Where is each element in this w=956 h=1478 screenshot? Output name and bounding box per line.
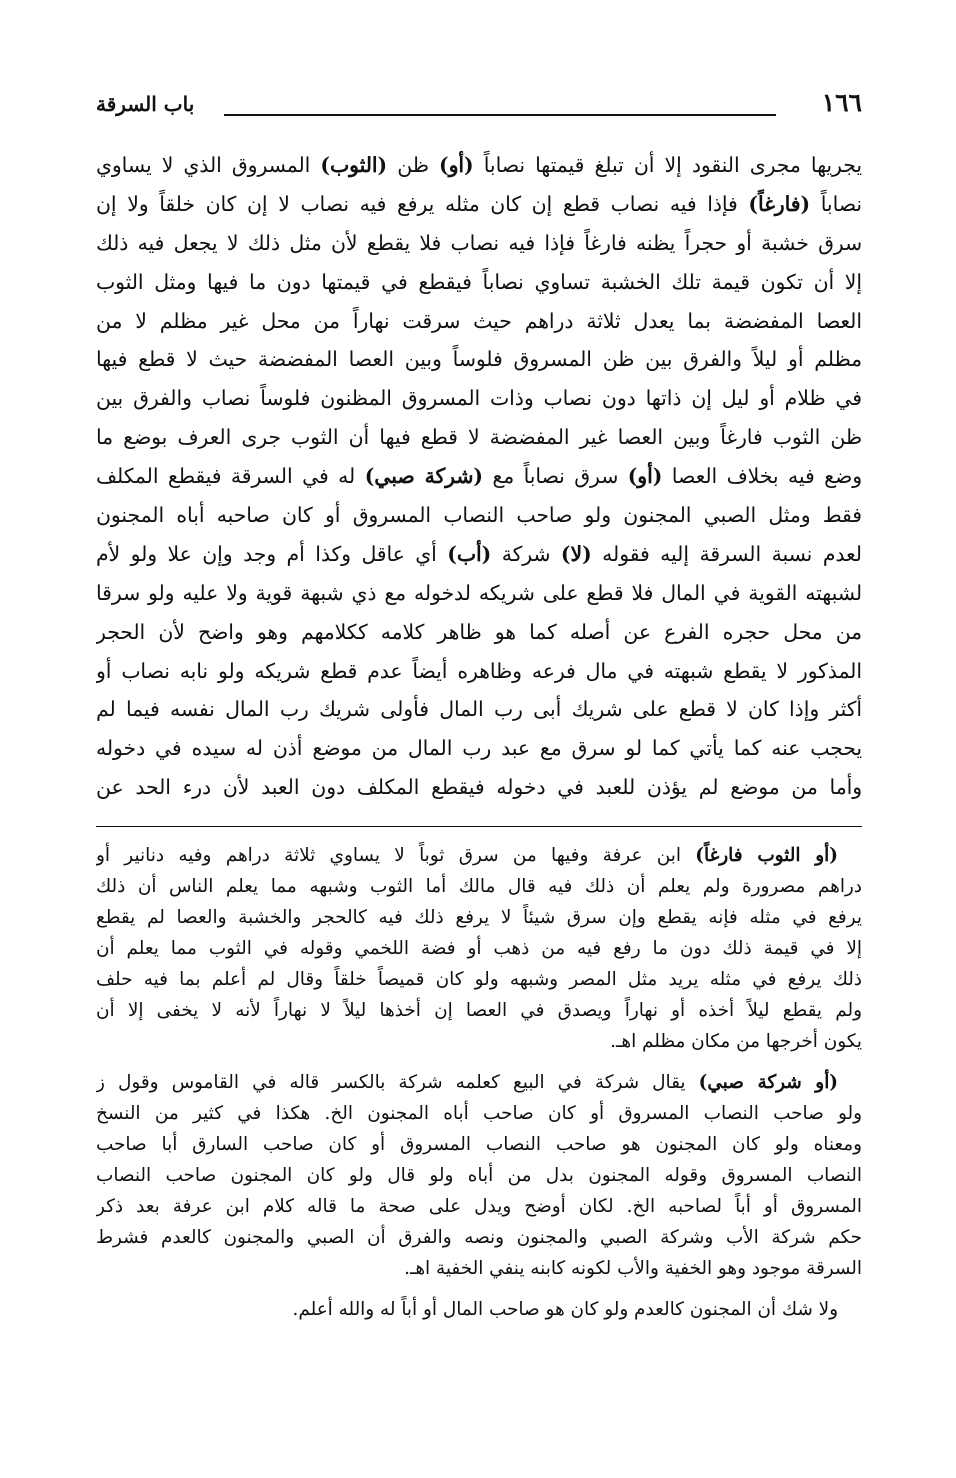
commentary-notes (96, 840, 862, 1325)
footnote-divider (96, 826, 862, 827)
note-text: يقال شركة في البيع كعلمه شركة بالكسر قاله في القاموس وقول ز (96, 1072, 699, 1093)
main-text-line: وأما من موضع لم يؤذن للعبد في دخوله فيقطع المكلف دون العبد لأن درء الحد عن (96, 775, 862, 800)
note-line (96, 840, 862, 871)
note-line: يرفع في مثله فإنه يقطع وإن سرق شيئاً لا يرفع ذلك فيه كالحجر والخشبة والعصا لم يقطع (96, 907, 862, 928)
main-text-line: يحجب عنه كما يأتي كما لو سرق مع عبد رب المال من موضع أذن له سيده في دخوله (96, 736, 862, 761)
note-line: ومعناه ولو كان المجنون هو صاحب النصاب المسروق أو كان صاحب السارق أبا صاحب (96, 1134, 862, 1155)
main-text-line: من محل حجره الفرع عن أصله كما هو ظاهر كلامه ككلامهم وهو واضح لأن الحجر (96, 619, 862, 644)
note-line: ولو صاحب النصاب المسروق أو كان صاحب أباه المجنون الخ. هكذا في كثير من النسخ (96, 1103, 862, 1124)
note-line (96, 1067, 862, 1098)
note-paragraph (96, 840, 862, 1057)
running-header (96, 88, 862, 128)
note-line: السرقة موجود وهو الخفية والأب لكونه كابنه ينفي الخفية اهـ. (404, 1258, 862, 1279)
main-text-line: العصا المفضضة بما يعدل ثلاثة دراهم حيث سرقت نهاراً من محل غير مظلم لا من (96, 308, 862, 333)
main-text-line: ظن الثوب فارغاً وبين العصا غير المفضضة لا قطع فيها أن الثوب جرى العرف بوضع ما (96, 425, 862, 450)
main-text-line: أكثر وإذا كان لا قطع على شريك أبى رب المال فأولى شريك رب المال نفسه فيما لم (96, 697, 862, 722)
chapter-title: باب السرقة (96, 92, 195, 116)
note-line: المسروق أو أباً لصاحبه الخ. لكان أوضح ويدل على صحة ما قاله كلام ابن عرفة بعد ذكر (96, 1196, 862, 1217)
note-label: (أو شركة صبي) (698, 1072, 839, 1093)
note-line: النصاب المسروق وقوله المجنون بدل من أباه ولو قال ولو كان المجنون صاحب النصاب (96, 1165, 862, 1186)
note-line: يكون أخرجها من مكان مظلم اهـ. (610, 1031, 862, 1052)
note-line: ذلك يرفع في مثله يريد مثل المصر وشبهه ولو كان قميصاً خلقاً وقال لم أعلم بما فيه حلف (96, 969, 862, 990)
note-line: إلا في قيمة ذلك دون ما رفع فيه من ذهب أو فضة اللخمي وقوله في الثوب مما يعلم أن (96, 938, 862, 959)
main-text-line: فقط ومثل الصبي المجنون ولو صاحب النصاب المسروق أو كان صاحبه أباه المجنون (96, 503, 862, 528)
main-text-line: المذكور لا يقطع شبهته في مال فرعه وظاهره أيضاً عدم قطع شريكه ولو نابه نصاب أو (96, 658, 862, 683)
note-text: ابن عرفة وفيها من سرق ثوباً لا يساوي ثلاثة دراهم وفيه دنانير أو (96, 845, 696, 866)
main-text-line: لعدم نسبة السرقة إليه فقوله (لا) شركة (أب) أي عاقل وكذا أم وجد وإن علا ولو لأم (96, 541, 862, 566)
closing-line: ولا شك أن المجنون كالعدم ولو كان هو صاحب المال أو أباً له والله أعلم. (292, 1299, 838, 1320)
note-line: حكم شركة الأب وشركة الصبي والمجنون ونصه والفرق أن الصبي والمجنون كالعدم فشرط (96, 1227, 862, 1248)
note-line: دراهم مصرورة ولم يعلم أن ذلك فيه قال مالك أما الثوب وشبهه مما يعلم الناس أن ذلك (96, 876, 862, 897)
main-text-line: نصاباً (فارغاً) فإذا فيه نصاب قطع إن كان مثله يرفع فيه نصاب لا إن كان خلقاً ولا إن (96, 191, 862, 216)
main-text-line: وضع فيه بخلاف العصا (أو) سرق نصاباً مع (شركة صبي) له في السرقة فيقطع المكلف (96, 464, 862, 489)
main-text-line: سرق خشبة أو حجراً يظنه فارغاً فإذا فيه نصاب فلا يقطع لأن مثل ذلك لا يجعل فيه ذلك (96, 230, 862, 255)
note-paragraph (96, 1067, 862, 1284)
main-text-line: في ظلام أو ليل إن ذاتها دون نصاب وذات المسروق المظنون فلوساً نصاب والفرق بين (96, 386, 862, 411)
main-text-line: إلا أن تكون قيمة تلك الخشبة تساوي نصاباً فيقطع في قيمتها دون ما فيها ومثل الثوب (96, 269, 862, 294)
note-label: (أو الثوب فارغاً) (695, 845, 838, 866)
main-text-line: مظلم أو ليلاً والفرق بين ظن المسروق فلوساً وبين العصا المفضضة حيث لا قطع فيها (96, 347, 862, 372)
main-text (96, 146, 862, 807)
page-number: ١٦٦ (821, 88, 862, 117)
note-line: ولم يقطع ليلاً أخذه أو نهاراً ويصدق في العصا إن أخذها ليلاً لا نهاراً لأنه لا يخفى إلا أن (96, 1000, 862, 1021)
header-rule (224, 114, 776, 116)
main-text-line: لشبهته القوية في المال فلا قطع على شريكه لدخوله مع ذي شبهة قوية ولا عليه ولو سرقا (96, 580, 862, 605)
main-text-line: يجريها مجرى النقود إلا أن تبلغ قيمتها نصاباً (أو) ظن (الثوب) المسروق الذي لا يساوي (96, 153, 862, 177)
